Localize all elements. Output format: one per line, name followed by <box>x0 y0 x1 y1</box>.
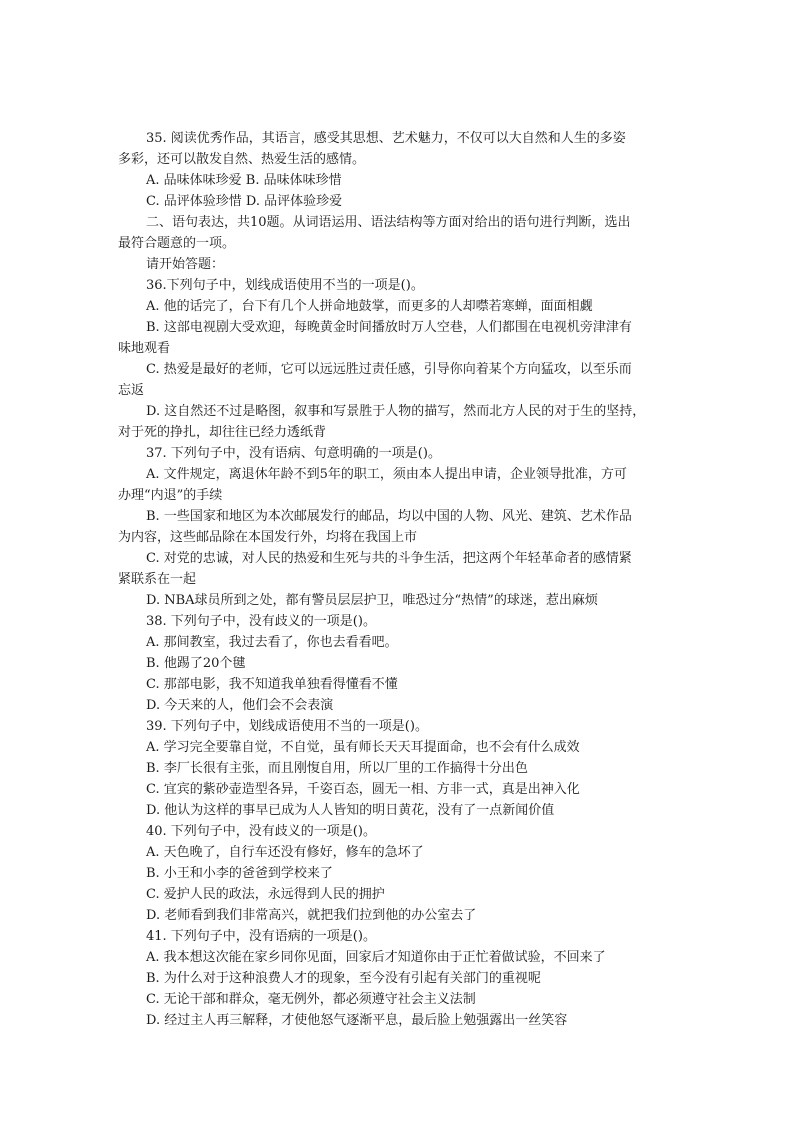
text-line: D. 今天来的人，他们会不会表演 <box>146 698 334 713</box>
exam-text-body <box>118 128 678 1031</box>
text-line: A. 他的话完了，台下有几个人拼命地鼓掌，而更多的人却噤若寒蝉，面面相觑 <box>146 299 593 314</box>
text-line: A. 天色晚了，自行车还没有修好，修车的急坏了 <box>146 845 424 860</box>
text-line: 请开始答题： <box>146 257 225 272</box>
text-line: A. 我本想这次能在家乡同你见面，回家后才知道你由于正忙着做试验，不回来了 <box>146 950 606 965</box>
text-line: 为内容，这些邮品除在本国发行外，均将在我国上市 <box>118 530 418 545</box>
text-line: 味地观看 <box>118 341 171 356</box>
text-line: A. 品味体味珍爱 B. 品味体味珍惜 <box>146 173 342 188</box>
text-line: 紧联系在一起 <box>118 572 197 587</box>
text-line: D. 老师看到我们非常高兴，就把我们拉到他的办公室去了 <box>146 908 477 923</box>
text-line: 39. 下列句子中，划线成语使用不当的一项是()。 <box>146 719 428 734</box>
text-line: 二、语句表达，共10题。从词语运用、语法结构等方面对给出的语句进行判断，选出 <box>146 215 631 230</box>
text-line: C. 宜宾的紫砂壶造型各异，千姿百态，圆无一相、方非一式，真是出神入化 <box>146 782 580 797</box>
text-line: B. 小王和小李的爸爸到学校来了 <box>146 866 333 881</box>
text-line: 对于死的挣扎，却往往已经力透纸背 <box>118 425 327 440</box>
text-line: 忘返 <box>118 383 145 398</box>
text-line: 最符合题意的一项。 <box>118 236 236 251</box>
text-line: 38. 下列句子中，没有歧义的一项是()。 <box>146 614 376 629</box>
text-line: B. 一些国家和地区为本次邮展发行的邮品，均以中国的人物、风光、建筑、艺术作品 <box>146 509 632 524</box>
text-line: A. 文件规定，离退休年龄不到5年的职工，须由本人提出申请，企业领导批准，方可 <box>146 467 627 482</box>
text-line: C. 无论干部和群众，毫无例外，都必须遵守社会主义法制 <box>146 992 476 1007</box>
text-line: 40. 下列句子中，没有歧义的一项是()。 <box>146 824 376 839</box>
text-line: 35. 阅读优秀作品，其语言，感受其思想、艺术魅力，不仅可以大自然和人生的多姿 <box>146 131 626 146</box>
text-line: D. 他认为这样的事早已成为人人皆知的明日黄花，没有了一点新闻价值 <box>146 803 555 818</box>
text-line: C. 那部电影，我不知道我单独看得懂看不懂 <box>146 677 398 692</box>
text-line: D. NBA球员所到之处，都有警员层层护卫，唯恐过分“热情”的球迷，惹出麻烦 <box>146 593 598 608</box>
text-line: 37. 下列句子中，没有语病、句意明确的一项是()。 <box>146 446 441 461</box>
text-line: C. 爱护人民的政法，永远得到人民的拥护 <box>146 887 385 902</box>
text-line: C. 热爱是最好的老师，它可以远远胜过责任感，引导你向着某个方向猛攻，以至乐而 <box>146 362 632 377</box>
text-line: C. 对党的忠诚，对人民的热爱和生死与共的斗争生活，把这两个年轻革命者的感情紧 <box>146 551 632 566</box>
text-line: 36.下列句子中，划线成语使用不当的一项是()。 <box>146 278 424 293</box>
text-line: B. 李厂长很有主张，而且刚愎自用，所以厂里的工作搞得十分出色 <box>146 761 528 776</box>
text-line: A. 学习完全要靠自觉，不自觉，虽有师长天天耳提面命，也不会有什么成效 <box>146 740 580 755</box>
text-line: B. 他踢了20个毽 <box>146 656 246 671</box>
text-line: A. 那间教室，我过去看了，你也去看看吧。 <box>146 635 398 650</box>
text-line: 办理“内退”的手续 <box>118 488 223 503</box>
text-line: 41. 下列句子中，没有语病的一项是()。 <box>146 929 376 944</box>
text-line: D. 经过主人再三解释，才使他怒气逐渐平息，最后脸上勉强露出一丝笑容 <box>146 1013 568 1028</box>
text-line: B. 为什么对于这种浪费人才的现象，至今没有引起有关部门的重视呢 <box>146 971 541 986</box>
text-line: B. 这部电视剧大受欢迎，每晚黄金时间播放时万人空巷，人们都围在电视机旁津津有 <box>146 320 632 335</box>
text-line: C. 品评体验珍惜 D. 品评体验珍爱 <box>146 194 343 209</box>
text-line: 多彩，还可以散发自然、热爱生活的感情。 <box>118 152 366 167</box>
text-line: D. 这自然还不过是略图，叙事和写景胜于人物的描写，然而北方人民的对于生的坚持， <box>146 404 646 419</box>
